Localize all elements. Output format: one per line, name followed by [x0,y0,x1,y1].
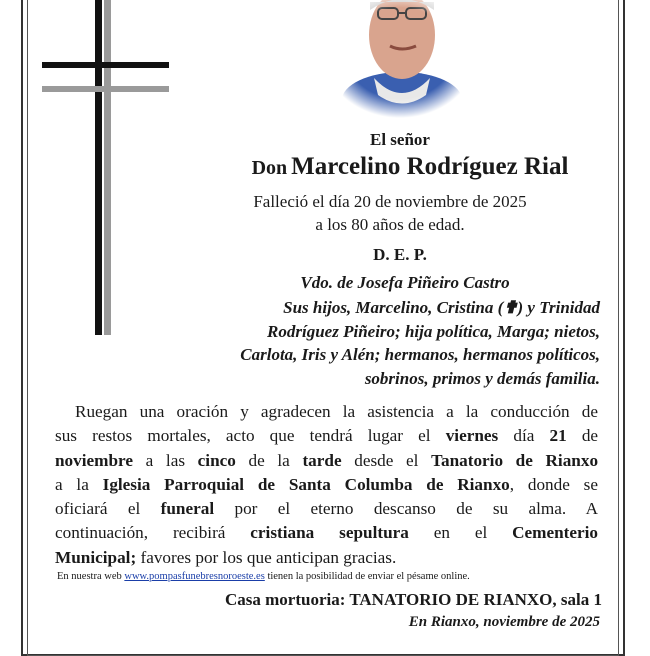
cross-vertical-grey [104,0,111,335]
death-date-line: Falleció el día 20 de noviembre de 2025 [253,192,527,211]
funeral-home-line: Casa mortuoria: TANATORIO DE RIANXO, sala 1 [224,590,602,609]
family-line-4: sobrinos, primos y demás familia. [364,368,600,388]
age-line: a los 80 años de edad. [315,215,465,234]
family-line-1: Sus hijos, Marcelino, Cristina (✟) y Trinidad [283,298,600,317]
announcement-line-7: Municipal; favores por los que anticipan gracias. [55,547,397,567]
place-date-line: En Rianxo, noviembre de 2025 [408,614,600,630]
web-notice: En nuestra web www.pompasfunebresnoroeste.es tienen la posibilidad de enviar el pésame online. [57,571,470,582]
name-prefix: Don [251,157,288,179]
announcement-line-2: sus restos mortales, acto que tendrá lugar el viernes día 21 de [55,426,599,446]
announcement-line-6: continuación, recibirá cristiana sepultura en el Cementerio [55,523,599,543]
deceased-name [205,153,615,181]
announcement-line-4: a la Iglesia Parroquial de Santa Columba de Rianxo, donde se [55,474,598,494]
announcement-line-5: oficiará el funeral por el eterno descanso de su alma. A [55,499,598,519]
cross-horizontal-dark [42,62,169,68]
cross-horizontal-grey [42,86,169,92]
dep-text: D. E. P. [373,245,427,264]
portrait-photo [330,0,470,118]
cross-vertical-dark [95,0,102,335]
name-main: Marcelino Rodríguez Rial [291,153,569,180]
announcement-line-3: noviembre a las cinco de la tarde desde el Tanatorio de Rianxo [55,450,599,470]
announcement-line-1: Ruegan una oración y agradecen la asistencia a la conducción de [75,402,598,421]
website-link[interactable]: www.pompasfunebresnoroeste.es [124,571,265,582]
deceased-title: El señor [370,130,430,149]
announcement-paragraph [55,400,598,570]
widower-line: Vdo. de Josefa Piñeiro Castro [300,273,510,292]
family-line-2: Rodríguez Piñeiro; hija política, Marga; nietos, [267,321,600,341]
family-line-3: Carlota, Iris y Alén; hermanos, hermanos políticos, [240,345,600,364]
small-cross-icon: ✟ [503,298,518,317]
family-paragraph [168,296,600,390]
